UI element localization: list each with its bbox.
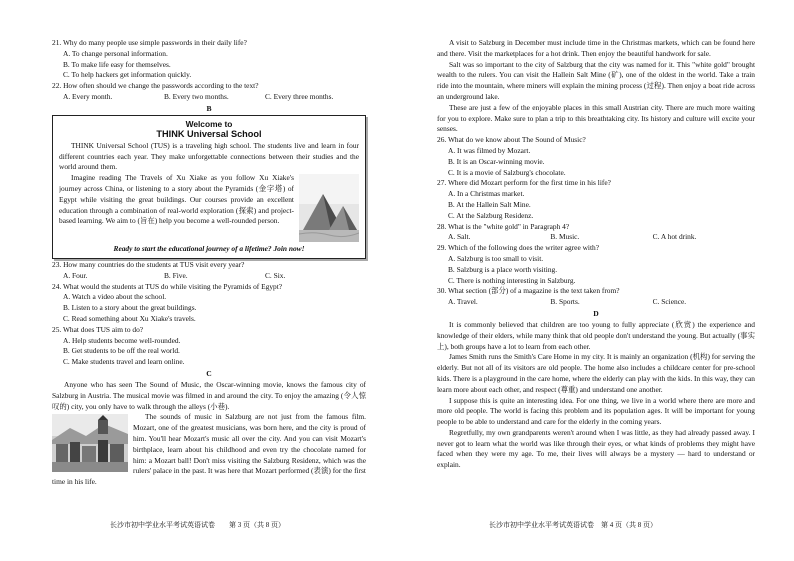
option-27a: A. In a Christmas market. [448,189,525,199]
question-30: 30. What section (部分) of a magazine is the text taken from? [437,286,620,296]
right-column [437,38,755,471]
left-column [52,38,366,488]
options-28 [437,232,755,243]
section-c-heading: C [206,368,212,378]
section-b-heading: B [206,103,212,113]
question-23: 23. How many countries do the students at TUS visit every year? [52,259,245,269]
ad-paragraph-1: THINK Universal School (TUS) is a traveling high school. The students live and learn in four different countries each year. They make unforgettable connections between their studies and the world around them. [59,140,359,172]
c-paragraph-5: These are just a few of the enjoyable places in this small Austrian city. There are much more waiting for you to explore. Make sure to plan a trip to this breathtaking city. Its history and culture will excite your senses. [437,102,755,134]
ad-subtitle: THINK Universal School [156,128,262,139]
section-d-heading: D [593,308,599,318]
option-26b: B. It is an Oscar-winning movie. [448,156,545,166]
option-29c: C. There is nothing interesting in Salzburg. [448,275,576,285]
page-footer-right: 长沙市初中学业水平考试英语试卷 第 4 页（共 8 页） [489,521,657,529]
c-paragraph-4: Salt was so important to the city of Salzburg that the city was named for it. This "white gold" brought wealth to the rulers. You can visit the Hallein Salt Mine (矿), one of the oldest in the world. Take a train ride into the mountain, where miners will explain the mining process (过程). Then enjoy a boat ride across an underground lake. [437,59,755,101]
ad-slogan: Ready to start the educational journey of a lifetime? Join now! [113,244,305,254]
option-23b: B. Five. [164,270,188,280]
option-25c: C. Make students travel and learn online. [63,357,185,367]
d-paragraph-2: James Smith runs the Smith's Care Home in my city. It is mainly an organization (机构) for serving the elderly. But not all of its visitors are old people. The home also includes a childcare center for pre-school kids. There is a playground in the care home, where the elderly can play with the kids. In this way, they can learn more about each other, and respect (尊重) and understand one another. [437,352,755,394]
salzburg-image [52,414,128,472]
option-27c: C. At the Salzburg Residenz. [448,210,534,220]
pyramids-image [299,174,359,242]
option-30c: C. Science. [652,297,687,307]
option-30a: A. Travel. [448,297,478,307]
question-26: 26. What do we know about The Sound of Music? [437,135,586,145]
question-29: 29. Which of the following does the writer agree with? [437,243,599,253]
right-page [397,0,794,561]
option-27b: B. At the Hallein Salt Mine. [448,199,531,209]
options-30 [437,297,755,308]
option-23a: A. Four. [63,270,88,280]
question-27: 27. Where did Mozart perform for the first time in his life? [437,178,611,188]
option-24a: A. Watch a video about the school. [63,292,167,302]
option-25a: A. Help students become well-rounded. [63,335,181,345]
option-23c: C. Six. [265,270,286,280]
c-paragraph-1: Anyone who has seen The Sound of Music, the Oscar-winning movie, knows the famous city of Salzburg in Austria. The musical movie was filmed in and around the city. To enjoy the amazing (令人惊叹的) city, you only have to walk through the alleys (小巷). [52,379,366,411]
option-21c: C. To help hackers get information quickly. [63,70,192,80]
question-28: 28. What is the "white gold" in Paragraph 4? [437,221,570,231]
option-25b: B. Get students to be off the real world. [63,346,180,356]
school-advertisement [52,115,366,259]
option-28b: B. Music. [550,232,580,242]
option-26c: C. It is a movie of Salzburg's chocolate. [448,167,566,177]
option-22b: B. Every two months. [164,91,229,101]
page-footer-left: 长沙市初中学业水平考试英语试卷 第 3 页（共 8 页） [110,521,285,529]
question-21: 21. Why do many people use simple passwords in their daily life? [52,38,247,47]
c-paragraph-3: A visit to Salzburg in December must include time in the Christmas markets, which can be found here and there. Visit the marketplaces for a hot drink. Then enjoy the beautiful handwork for sale. [437,38,755,58]
option-28a: A. Salt. [448,232,471,242]
ad-paragraph-2: Imagine reading The Travels of Xu Xiake as you follow Xu Xiake's journey across China, or listening to a story about the Pyramids (金字塔) of Egypt while visiting the great buildings. Our courses provide an excellent education through a combination of real-world exploration (探索) and project-based learning. We aim to (旨在) help you become a well-rounded person. [59,173,294,226]
option-30b: B. Sports. [550,297,580,307]
option-24b: B. Listen to a story about the great buildings. [63,303,197,313]
d-paragraph-1: It is commonly believed that children are too young to fully appreciate (欣赏) the experience and knowledge of their elders, while many think that old people don't understand the young. But actually (事实上), both groups have a lot to learn from each other. [437,319,755,351]
question-25: 25. What does TUS aim to do? [52,324,144,334]
option-29a: A. Salzburg is too small to visit. [448,253,544,263]
option-28c: C. A hot drink. [652,232,697,242]
question-22: 22. How often should we change the passwords according to the text? [52,81,259,91]
option-21b: B. To make life easy for themselves. [63,59,171,69]
options-22 [52,92,366,103]
d-paragraph-4: Regretfully, my own grandparents weren't around when I was little, as they had already passed away. I never got to learn what the world was like through their eyes, or what kinds of problems they might have faced when they were my age. To me, their lives will always be a mystery — hard to understand or explain. [437,427,755,470]
option-29b: B. Salzburg is a place worth visiting. [448,264,558,274]
option-24c: C. Read something about Xu Xiake's travels. [63,313,196,323]
option-26a: A. It was filmed by Mozart. [448,145,531,155]
c-paragraph-2: The sounds of music in Salzburg are not just from the famous film. Mozart, one of the greatest musicians, was born here, and the city is proud of him. You'll hear Mozart's music all over the city. And you can visit Mozart's birthplace, learn about his childhood and even try the chocolate named for him: a Mozart ball! Don't miss visiting the Salzburg Residenz, which was the rulers' palace in the past. It was here that Mozart performed (表演) for the first time in his life. [52,412,366,487]
d-paragraph-3: I suppose this is quite an interesting idea. For one thing, we live in a world where there are more and more old people. The world is facing this problem and its population ages. It will be important for young people to be able to understand and care for the elderly in the coming years. [437,395,755,427]
option-22a: A. Every month. [63,91,113,101]
option-21a: A. To change personal information. [63,48,168,58]
options-23 [52,271,366,282]
option-22c: C. Every three months. [265,91,334,101]
ad-title: Welcome to [185,118,233,129]
question-24: 24. What would the students at TUS do while visiting the Pyramids of Egypt? [52,281,283,291]
